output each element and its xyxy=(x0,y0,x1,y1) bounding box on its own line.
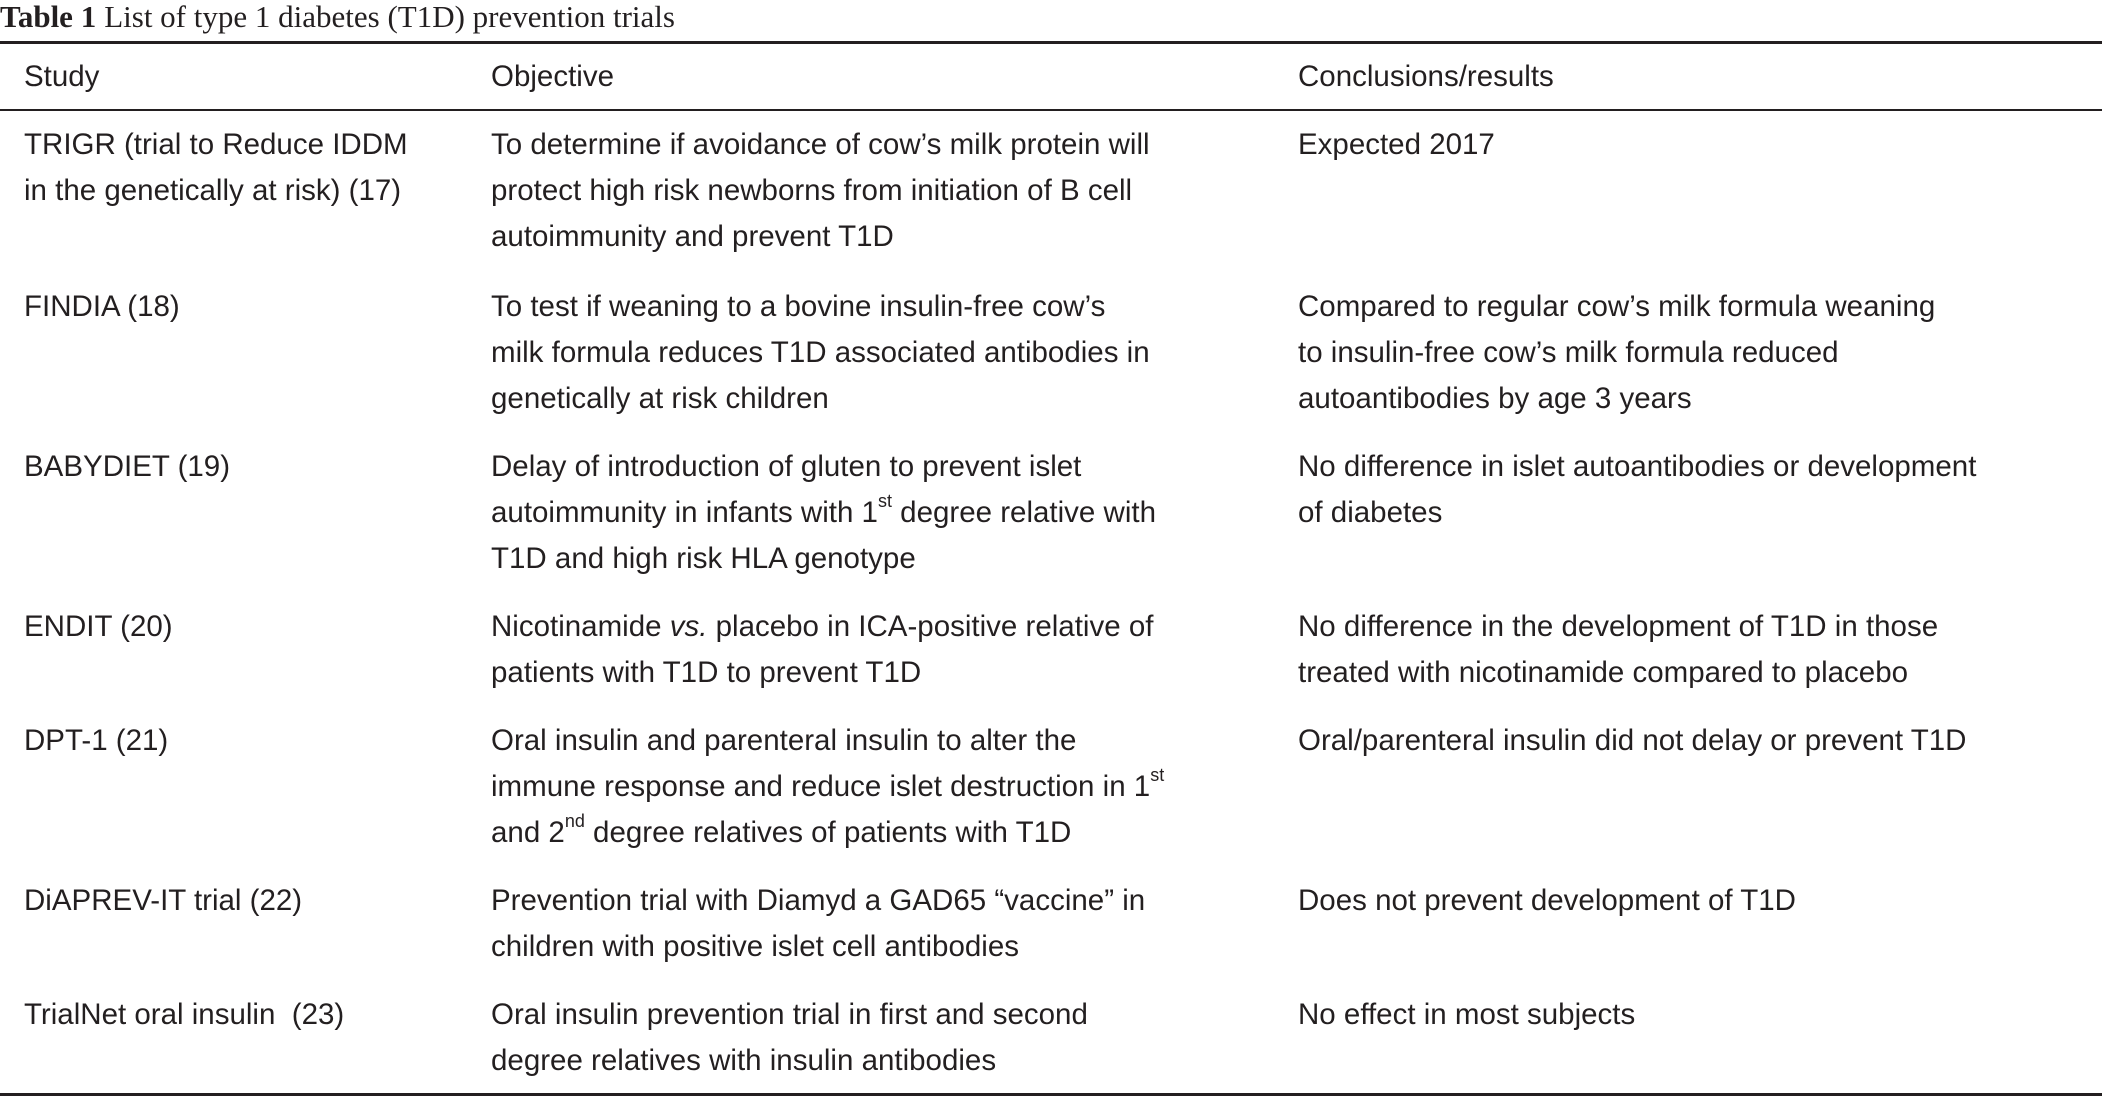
table-cell-line xyxy=(491,810,1164,856)
row-findia-objective xyxy=(491,284,1150,422)
text-segment: autoimmunity in infants with 1 xyxy=(491,496,878,529)
text-segment: immune response and reduce islet destruction in 1 xyxy=(491,770,1151,803)
row-endit-objective xyxy=(491,604,1153,696)
table-cell-line: To test if weaning to a bovine insulin-free cow’s xyxy=(491,290,1106,323)
row-endit-study xyxy=(24,604,173,650)
table-cell-line: Oral insulin prevention trial in first and second xyxy=(491,998,1088,1031)
table-cell-line: Oral insulin and parenteral insulin to alter the xyxy=(491,724,1077,757)
table-caption xyxy=(0,0,2102,38)
row-diaprev-study xyxy=(24,878,302,924)
table-cell-line: Does not prevent development of T1D xyxy=(1298,884,1796,917)
table-cell-line xyxy=(491,490,1156,536)
text-segment: placebo in ICA-positive relative of xyxy=(707,610,1154,643)
table-cell-line: ENDIT (20) xyxy=(24,610,173,643)
table-cell-line: Delay of introduction of gluten to prevent islet xyxy=(491,450,1082,483)
row-trigr-results xyxy=(1298,122,1495,168)
ordinal-superscript: st xyxy=(877,491,892,512)
row-findia-results xyxy=(1298,284,1935,422)
italic-text: vs. xyxy=(669,610,708,643)
table-cell-line: in the genetically at risk) (17) xyxy=(24,174,402,207)
row-babydiet-study xyxy=(24,444,230,490)
table-cell-line: of diabetes xyxy=(1298,496,1443,529)
ordinal-superscript: st xyxy=(1150,765,1165,786)
table-cell-line: To determine if avoidance of cow’s milk protein will xyxy=(491,128,1150,161)
table-header-rule xyxy=(0,109,2102,111)
table-top-rule xyxy=(0,41,2102,44)
table-cell-line: patients with T1D to prevent T1D xyxy=(491,656,922,689)
row-trigr-study xyxy=(24,122,408,214)
table-cell-line: Expected 2017 xyxy=(1298,128,1495,161)
table-bottom-rule xyxy=(0,1093,2102,1096)
text-segment: degree relatives of patients with T1D xyxy=(584,816,1072,849)
table-cell-line: TRIGR (trial to Reduce IDDM xyxy=(24,128,408,161)
table-cell-line: BABYDIET (19) xyxy=(24,450,231,483)
row-babydiet-objective xyxy=(491,444,1156,582)
table-cell-line: No difference in the development of T1D in those xyxy=(1298,610,1939,643)
table-cell-line: protect high risk newborns from initiation of B cell xyxy=(491,174,1133,207)
table-cell-line: degree relatives with insulin antibodies xyxy=(491,1044,997,1077)
text-segment: degree relative with xyxy=(891,496,1156,529)
row-findia-study xyxy=(24,284,180,330)
row-trialnet-objective xyxy=(491,992,1088,1084)
table-cell-line: autoimmunity and prevent T1D xyxy=(491,220,894,253)
header-objective: Objective xyxy=(491,60,614,93)
table-cell-line: treated with nicotinamide compared to placebo xyxy=(1298,656,1909,689)
table-cell-line: autoantibodies by age 3 years xyxy=(1298,382,1692,415)
header-results: Conclusions/results xyxy=(1298,60,1554,93)
text-segment: and 2 xyxy=(491,816,565,849)
table-cell-line: Prevention trial with Diamyd a GAD65 “vaccine” in xyxy=(491,884,1146,917)
table-cell-line: No effect in most subjects xyxy=(1298,998,1636,1031)
table-cell-line: Oral/parenteral insulin did not delay or prevent T1D xyxy=(1298,724,1967,757)
table-cell-line xyxy=(491,604,1153,650)
row-dpt1-objective xyxy=(491,718,1164,856)
row-dpt1-study xyxy=(24,718,168,764)
table-cell-line: genetically at risk children xyxy=(491,382,829,415)
row-diaprev-results xyxy=(1298,878,1796,924)
row-trialnet-study xyxy=(24,992,344,1038)
row-trigr-objective xyxy=(491,122,1150,260)
ordinal-superscript: nd xyxy=(564,811,585,832)
text-segment: Nicotinamide xyxy=(491,610,670,643)
row-trialnet-results xyxy=(1298,992,1635,1038)
row-diaprev-objective xyxy=(491,878,1145,970)
row-babydiet-results xyxy=(1298,444,1976,536)
table-caption-label: Table 1 xyxy=(0,0,97,34)
table-cell-line: DPT-1 (21) xyxy=(24,724,169,757)
table-cell-line: No difference in islet autoantibodies or development xyxy=(1298,450,1977,483)
table-cell-line: DiAPREV-IT trial (22) xyxy=(24,884,303,917)
header-study: Study xyxy=(24,60,100,93)
row-dpt1-results xyxy=(1298,718,1967,764)
table-cell-line: Compared to regular cow’s milk formula weaning xyxy=(1298,290,1936,323)
table-caption-text: List of type 1 diabetes (T1D) prevention trials xyxy=(104,0,675,34)
table-cell-line: T1D and high risk HLA genotype xyxy=(491,542,916,575)
table-cell-line: children with positive islet cell antibodies xyxy=(491,930,1019,963)
table-cell-line: milk formula reduces T1D associated antibodies in xyxy=(491,336,1150,369)
table-cell-line: to insulin-free cow’s milk formula reduced xyxy=(1298,336,1839,369)
table-cell-line: TrialNet oral insulin (23) xyxy=(24,998,345,1031)
row-endit-results xyxy=(1298,604,1938,696)
table-cell-line xyxy=(491,764,1164,810)
table-cell-line: FINDIA (18) xyxy=(24,290,180,323)
